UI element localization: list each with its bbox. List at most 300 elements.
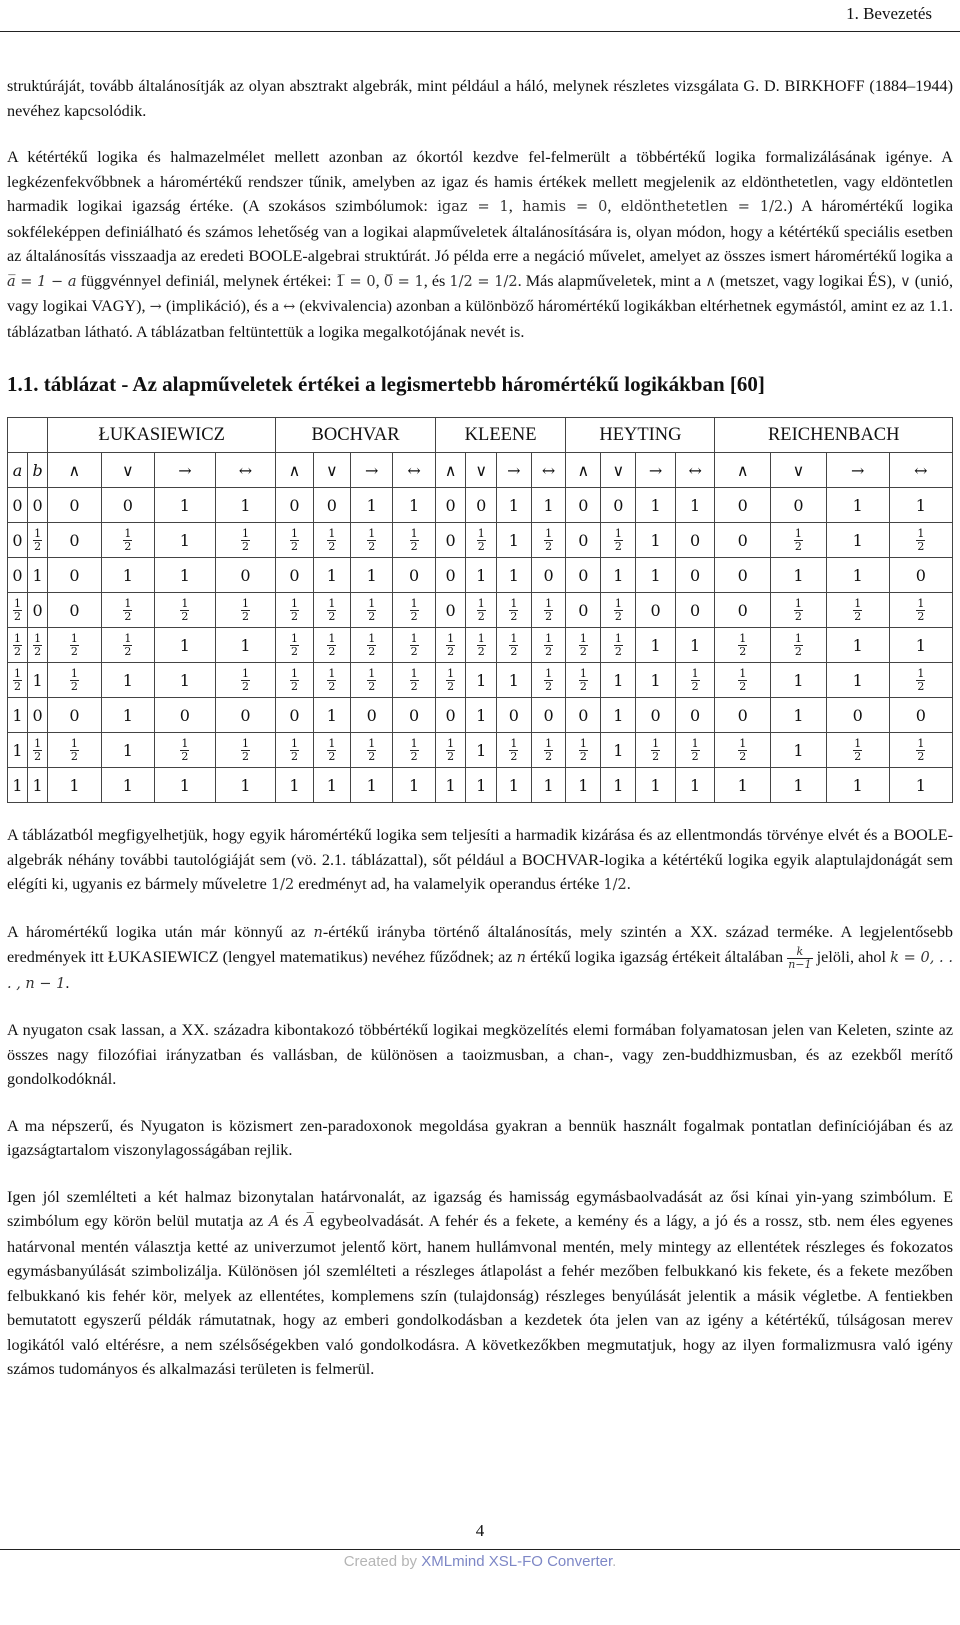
table-cell: 0 [215, 698, 276, 733]
table-cell: 1 [155, 768, 216, 803]
formula-half-1: 1/2 [270, 877, 295, 893]
operator-header-cell: ↔ [889, 453, 952, 488]
table-cell: 0 [771, 488, 827, 523]
table-cell: 1 [826, 768, 889, 803]
table-cell [8, 663, 28, 698]
table-cell [566, 628, 601, 663]
table-cell: 1 [155, 628, 216, 663]
table-cell: 0 [393, 558, 435, 593]
table-cell [531, 663, 566, 698]
operator-header-cell: ↔ [675, 453, 715, 488]
table-cell [351, 663, 393, 698]
table-cell: 1 [101, 698, 154, 733]
table-cell: 1 [771, 733, 827, 768]
half-fraction: $\frac{1}{2}$ [181, 736, 189, 763]
table-cell: 0 [48, 523, 101, 558]
half-fraction: $\frac{1}{2}$ [328, 736, 336, 763]
paragraph-3: A táblázatból megfigyelhetjük, hogy egyik háromértékű logika sem teljesíti a harmadik kizárása és az ellentmondás törvénye elvét és a BOOLE-algebrák néhány további tautológiáját sem (vö. 2.1. táblázattal), sőt például a BOCHVAR-logika a kétértékű logika egyik alaptulajdonágát sem elégíti ki, ugyanis ez bármely műveletre 1/2 eredményt ad, ha valamelyik operandus értéke 1/2. [7, 826, 953, 893]
table-cell [497, 733, 532, 768]
table-cell [771, 593, 827, 628]
half-fraction: $\frac{1}{2}$ [410, 596, 418, 623]
table-cell [276, 733, 313, 768]
half-fraction: $\frac{1}{2}$ [242, 736, 249, 763]
half-fraction: $\frac{1}{2}$ [614, 631, 622, 658]
table-cell [101, 523, 154, 558]
table-cell [466, 628, 497, 663]
formula-not-zero: 0̅ = 1 [383, 273, 424, 290]
converter-link[interactable]: XMLmind XSL-FO Converter [421, 1553, 613, 1570]
table-cell [675, 663, 715, 698]
half-fraction: $\frac{1}{2}$ [34, 631, 42, 658]
half-fraction: $\frac{1}{2}$ [447, 736, 455, 763]
table-cell: 0 [215, 558, 276, 593]
table-cell: 1 [466, 558, 497, 593]
half-fraction: $\frac{1}{2}$ [794, 596, 802, 623]
var-a-header: a [8, 453, 28, 488]
table-cell: 0 [675, 593, 715, 628]
half-fraction: $\frac{1}{2}$ [368, 666, 376, 693]
table-cell: 1 [8, 733, 28, 768]
formula-set-a-complement: A̅ [303, 1214, 315, 1231]
formula-set-a: A [268, 1214, 280, 1231]
half-fraction: $\frac{1}{2}$ [739, 736, 747, 763]
half-fraction: $\frac{1}{2}$ [545, 666, 553, 693]
formula-not-half: 1/2 = 1/2 [449, 273, 518, 290]
half-fraction: $\frac{1}{2}$ [579, 631, 587, 658]
operator-header-cell: ∨ [313, 453, 350, 488]
table-cell [48, 733, 101, 768]
table-cell: 1 [675, 768, 715, 803]
table-cell: 1 [636, 663, 676, 698]
table-cell [276, 523, 313, 558]
half-fraction: $\frac{1}{2}$ [14, 596, 22, 623]
formula-hamis: hamis = 0 [522, 199, 608, 215]
table-cell: 1 [28, 558, 48, 593]
formula-k-over-n-minus-1: $\frac{k}{n-1}$ [788, 944, 812, 971]
half-fraction: $\frac{1}{2}$ [917, 736, 925, 763]
half-fraction: $\frac{1}{2}$ [14, 631, 22, 658]
table-cell: 0 [28, 488, 48, 523]
table-cell: 0 [435, 488, 466, 523]
table-cell [101, 593, 154, 628]
paragraph-7: Igen jól szemlélteti a két halmaz bizonytalan határvonalát, az igazság és hamisság egymásbaolvadását az ősi kínai yin-yang szimbólum. E szimbólum egy körön belül mutatja az A és A̅ egybeolvadását. A fehér és a fekete, a kemény és a lágy, a jó és a rossz, stb. nem éles egyenes határvonal mentén választja ketté az univerzumot jelentő kört, hanem hullámvonal mentén, mely mintegy az ellentétek részleges és fokozatos egymásbanyúlását szimbolizálja. Különösen jól szemlélteti a részleges átlapolást a fehér mezőben felbukkanó kis fekete, és a fekete mezőben felbukkanó kis fehér kör, melyek az ellentétes, komplemens szín (tulajdonság) részleges benyúlását jelentik a másik végletbe. A fentiekben bemutatott egyszerű példák rámutatnak, hogy az emberi gondolkodásban a kezdetek óta jelen van az igény a kétértékű, túlságosan merev logikától való eltérésre, a nem szélsőségekben való gondolkodásra. A következőkben megmutatjuk, hogy az ilyen formalizmusra való igény számos tudományos és alkalmazási területen is felmerül. [7, 1187, 954, 1379]
operator-header-cell: ∧ [566, 453, 601, 488]
table-cell [351, 523, 393, 558]
table-cell: 0 [889, 698, 952, 733]
paragraph-2: A kétértékű logika és halmazelmélet mellett azonban az ókortól kezdve fel-felmerült a többértékű logika formalizálásának igénye. A legkézenfekvőbbnek a háromértékű rendszer tűnik, amelyben az igaz és hamis értékek mellett megjelenik az eldönthetetlen, vagy eldöntetlen harmadik logikai igazság értéke. (A szokásos szimbólumok: igaz = 1, hamis = 0, eldönthetetlen = 1/2.) A háromértékű logika sokféleképpen definiálható és számos lehetőség van a logikai alapműveletek általánosítására is, olyan módon, hogy a kétértékű speciális esetben az általánosítás visszaadja az eredeti BOOLE-algebrai struktúrát. Jó példa erre a negáció művelet, amelyet az összes ismert háromértékű logika a a̅ = 1 − a függvénnyel definiál, melynek értékei: 1̅ = 0, 0̅ = 1, és 1/2 = 1/2. Más alapműveletek, mint a ∧ (metszet, vagy logikai ÉS), ∨ (unió, vagy logikai VAGY), → (implikáció), és a ↔ (ekvivalencia) azonban a különböző háromértékű logikákban eltérhetnek egymástól, amint ez az 1.1. táblázatban látható. A táblázatban feltüntettük a logika megalkotójának nevét is. [7, 148, 954, 341]
table-cell: 0 [889, 558, 952, 593]
table-cell: 1 [466, 698, 497, 733]
table-cell: 1 [351, 768, 393, 803]
implication-symbol: → [149, 299, 162, 315]
table-cell: 1 [601, 663, 636, 698]
half-fraction: $\frac{1}{2}$ [652, 736, 660, 763]
table-cell [393, 593, 435, 628]
table-row [8, 698, 953, 733]
formula-n-1: n [313, 924, 323, 941]
half-fraction: $\frac{1}{2}$ [242, 526, 249, 553]
formula-not-one: 1̅ = 0 [335, 273, 376, 290]
table-cell: 1 [636, 523, 676, 558]
page-number: 4 [475, 1521, 485, 1540]
operator-header-cell: → [826, 453, 889, 488]
paragraph-4: A háromértékű logika után már könnyű az n-értékű irányba történő általánosítás, mely szintén a XX. század terméke. A legjelentősebb eredmények itt ŁUKASIEWICZ (lengyel matematikus) nevéhez fűződnek; az n értékű logika igazság értékeit általában $\frac{k}{n-1}$ jelöli, ahol k = 0, . . . , n − 1. [7, 922, 954, 992]
table-cell [826, 593, 889, 628]
table-cell: 1 [435, 768, 466, 803]
table-cell [889, 593, 952, 628]
table-cell: 0 [101, 488, 154, 523]
half-fraction: $\frac{1}{2}$ [291, 596, 299, 623]
table-cell: 0 [276, 558, 313, 593]
table-cell: 1 [313, 768, 350, 803]
table-cell: 0 [566, 488, 601, 523]
operator-header-cell: → [351, 453, 393, 488]
table-cell: 1 [826, 488, 889, 523]
operator-header-cell: ∨ [601, 453, 636, 488]
table-row [8, 628, 953, 663]
table-cell: 0 [48, 593, 101, 628]
table-cell: 0 [8, 558, 28, 593]
table-cell: 1 [826, 523, 889, 558]
half-fraction: $\frac{1}{2}$ [328, 526, 336, 553]
half-fraction: $\frac{1}{2}$ [794, 526, 802, 553]
half-fraction: $\frac{1}{2}$ [477, 526, 485, 553]
table-cell [435, 733, 466, 768]
half-fraction: $\frac{1}{2}$ [691, 736, 699, 763]
table-cell: 1 [497, 768, 532, 803]
table-cell: 1 [771, 768, 827, 803]
half-fraction: $\frac{1}{2}$ [291, 736, 299, 763]
table-cell: 1 [466, 733, 497, 768]
table-cell: 1 [155, 523, 216, 558]
table-cell: 0 [715, 698, 771, 733]
table-cell [8, 593, 28, 628]
table-cell: 0 [566, 593, 601, 628]
table-cell [215, 523, 276, 558]
table-cell: 1 [497, 523, 532, 558]
half-fraction: $\frac{1}{2}$ [477, 596, 485, 623]
table-cell: 0 [566, 523, 601, 558]
table-cell [497, 593, 532, 628]
table-cell: 1 [28, 768, 48, 803]
table-cell: 1 [101, 768, 154, 803]
operator-header-cell: → [497, 453, 532, 488]
logic-lukasiewicz: ŁUKASIEWICZ [48, 418, 276, 453]
operator-header-cell: ↔ [531, 453, 566, 488]
operator-header-cell: ∨ [101, 453, 154, 488]
half-fraction: $\frac{1}{2}$ [614, 526, 622, 553]
table-cell: 0 [715, 523, 771, 558]
footer-divider [0, 1549, 960, 1550]
paragraph-5: A nyugaton csak lassan, a XX. századra kibontakozó többértékű logikai megközelítés elemi formában folyamatosan jelen van Keleten, szinte az összes nagy filozófiai irányzatban és vallásban, de különösen a taoizmusban, a chan-, vagy zen-buddhizmusban, és az ezekből merítő gondolkodóknál. [7, 1021, 953, 1089]
or-symbol: ∨ [900, 273, 911, 290]
table-cell [155, 593, 216, 628]
table-cell: 0 [466, 488, 497, 523]
table-cell: 0 [601, 488, 636, 523]
var-b-header: b [28, 453, 48, 488]
half-fraction: $\frac{1}{2}$ [917, 596, 925, 623]
table-cell: 1 [889, 488, 952, 523]
half-fraction: $\frac{1}{2}$ [181, 596, 189, 623]
table-cell [48, 628, 101, 663]
table-cell: 0 [566, 698, 601, 733]
half-fraction: $\frac{1}{2}$ [510, 596, 518, 623]
table-cell: 0 [636, 593, 676, 628]
half-fraction: $\frac{1}{2}$ [739, 666, 747, 693]
table-cell [393, 523, 435, 558]
table-cell [601, 523, 636, 558]
half-fraction: $\frac{1}{2}$ [614, 596, 622, 623]
table-cell: 1 [601, 733, 636, 768]
table-row [8, 593, 953, 628]
table-cell [28, 733, 48, 768]
table-cell: 1 [636, 558, 676, 593]
half-fraction: $\frac{1}{2}$ [410, 526, 418, 553]
formula-n-2: n [516, 950, 526, 966]
operator-header-cell: ∧ [435, 453, 466, 488]
chapter-header: 1. Bevezetés [846, 4, 932, 23]
table-cell: 0 [531, 558, 566, 593]
operator-header-cell: ↔ [215, 453, 276, 488]
table-cell: 1 [636, 628, 676, 663]
table-cell: 1 [466, 768, 497, 803]
table-cell [393, 663, 435, 698]
half-fraction: $\frac{1}{2}$ [70, 631, 78, 658]
equivalence-symbol: ↔ [283, 299, 296, 315]
table-cell: 1 [531, 768, 566, 803]
table-cell [313, 663, 350, 698]
converter-credit: Created by XMLmind XSL-FO Converter. [343, 1553, 617, 1570]
table-cell: 0 [351, 698, 393, 733]
half-fraction: $\frac{1}{2}$ [70, 736, 78, 763]
table-cell [313, 733, 350, 768]
table-row [8, 523, 953, 558]
table-cell: 0 [715, 558, 771, 593]
half-fraction: $\frac{1}{2}$ [70, 666, 78, 693]
table-cell: 1 [101, 733, 154, 768]
table-row [8, 488, 953, 523]
table-cell: 0 [675, 558, 715, 593]
half-fraction: $\frac{1}{2}$ [545, 631, 553, 658]
formula-half-2: 1/2 [603, 877, 627, 893]
table-cell [351, 593, 393, 628]
table-cell: 1 [215, 628, 276, 663]
half-fraction: $\frac{1}{2}$ [545, 596, 553, 623]
table-cell [889, 523, 952, 558]
table-cell [531, 628, 566, 663]
operator-header-cell: ∨ [466, 453, 497, 488]
operator-header-row [8, 453, 953, 488]
table-cell [601, 593, 636, 628]
operator-header-cell: → [155, 453, 216, 488]
operator-header-cell: ∨ [771, 453, 827, 488]
table-cell [155, 733, 216, 768]
logic-bochvar: BOCHVAR [276, 418, 436, 453]
half-fraction: $\frac{1}{2}$ [410, 666, 418, 693]
table-cell: 1 [675, 628, 715, 663]
logic-heyting: HEYTING [566, 418, 715, 453]
table-cell [497, 628, 532, 663]
table-cell [101, 628, 154, 663]
operator-header-cell: ∧ [715, 453, 771, 488]
half-fraction: $\frac{1}{2}$ [545, 736, 553, 763]
table-row [8, 663, 953, 698]
half-fraction: $\frac{1}{2}$ [242, 666, 249, 693]
table-cell [28, 628, 48, 663]
table-cell: 0 [675, 523, 715, 558]
half-fraction: $\frac{1}{2}$ [447, 631, 455, 658]
table-cell: 1 [393, 768, 435, 803]
table-cell [393, 628, 435, 663]
table-cell: 1 [155, 663, 216, 698]
half-fraction: $\frac{1}{2}$ [410, 736, 418, 763]
table-cell: 1 [826, 663, 889, 698]
table-cell [215, 663, 276, 698]
table-cell: 1 [101, 663, 154, 698]
table-cell: 1 [715, 768, 771, 803]
table-cell [466, 523, 497, 558]
table-cell [466, 593, 497, 628]
operator-header-cell: → [636, 453, 676, 488]
half-fraction: $\frac{1}{2}$ [410, 631, 418, 658]
table-cell [566, 663, 601, 698]
table-cell: 1 [771, 663, 827, 698]
table-cell: 0 [636, 698, 676, 733]
logic-kleene: KLEENE [435, 418, 566, 453]
table-cell: 1 [497, 663, 532, 698]
table-cell [351, 628, 393, 663]
half-fraction: $\frac{1}{2}$ [291, 631, 299, 658]
table-cell [276, 593, 313, 628]
table-cell: 0 [48, 488, 101, 523]
operator-header-cell: ↔ [393, 453, 435, 488]
half-fraction: $\frac{1}{2}$ [328, 596, 336, 623]
table-cell: 1 [826, 628, 889, 663]
half-fraction: $\frac{1}{2}$ [510, 736, 518, 763]
paragraph-1: struktúráját, tovább általánosítják az olyan absztrakt algebrák, mint például a háló, melynek részletes vizsgálata G. D. BIRKHOFF (1884–1944) nevéhez kapcsolódik. [7, 77, 953, 120]
header-divider [0, 31, 960, 32]
table-cell: 0 [435, 558, 466, 593]
table-cell: 1 [497, 558, 532, 593]
table-cell [566, 733, 601, 768]
table-cell: 1 [889, 768, 952, 803]
table-cell: 0 [715, 593, 771, 628]
table-cell [28, 523, 48, 558]
half-fraction: $\frac{1}{2}$ [328, 666, 336, 693]
table-cell: 1 [497, 488, 532, 523]
table-cell: 1 [466, 663, 497, 698]
table-cell [48, 663, 101, 698]
paragraph-6: A ma népszerű, és Nyugaton is közismert zen-paradoxonok megoldása gyakran a bennük használt fogalmak pontatlan definíciójában és az igazságtartalom viszonylagosságában rejlik. [7, 1116, 953, 1160]
table-cell [715, 733, 771, 768]
table-cell: 1 [889, 628, 952, 663]
half-fraction: $\frac{1}{2}$ [124, 631, 132, 658]
table-cell [313, 593, 350, 628]
table-cell [889, 733, 952, 768]
half-fraction: $\frac{1}{2}$ [917, 526, 925, 553]
table-cell: 1 [826, 558, 889, 593]
table-cell [636, 733, 676, 768]
half-fraction: $\frac{1}{2}$ [579, 666, 587, 693]
half-fraction: $\frac{1}{2}$ [794, 631, 802, 658]
table-cell [351, 733, 393, 768]
table-caption: 1.1. táblázat - Az alapműveletek értékei a legismertebb háromértékű logikákban [60] [7, 372, 765, 396]
table-cell [313, 523, 350, 558]
corner-cell [8, 418, 48, 453]
table-cell: 0 [531, 698, 566, 733]
and-symbol: ∧ [705, 273, 716, 290]
table-cell [715, 663, 771, 698]
table-cell: 1 [313, 698, 350, 733]
half-fraction: $\frac{1}{2}$ [124, 526, 132, 553]
formula-negation: a̅ = 1 − a [7, 273, 77, 290]
formula-k-range: k = 0, . . . , n − 1 [7, 950, 953, 992]
half-fraction: $\frac{1}{2}$ [291, 526, 299, 553]
half-fraction: $\frac{1}{2}$ [328, 631, 336, 658]
half-fraction: $\frac{1}{2}$ [34, 526, 42, 553]
truth-value-table [7, 417, 953, 803]
table-cell: 1 [771, 698, 827, 733]
table-cell: 1 [276, 768, 313, 803]
table-cell: 1 [48, 768, 101, 803]
table-cell: 0 [28, 593, 48, 628]
table-cell: 0 [393, 698, 435, 733]
table-cell [393, 733, 435, 768]
table-cell: 1 [675, 488, 715, 523]
table-cell: 0 [826, 698, 889, 733]
table-cell: 1 [8, 698, 28, 733]
half-fraction: $\frac{1}{2}$ [124, 596, 132, 623]
table-cell: 0 [435, 523, 466, 558]
table-cell [771, 628, 827, 663]
table-cell: 1 [215, 768, 276, 803]
table-cell: 0 [28, 698, 48, 733]
table-cell [826, 733, 889, 768]
logic-header-row [8, 418, 953, 453]
table-cell: 0 [276, 698, 313, 733]
table-cell: 0 [435, 698, 466, 733]
table-cell [675, 733, 715, 768]
half-fraction: $\frac{1}{2}$ [242, 596, 249, 623]
table-cell [313, 628, 350, 663]
half-fraction: $\frac{1}{2}$ [579, 736, 587, 763]
table-cell [276, 628, 313, 663]
table-cell [215, 593, 276, 628]
table-cell: 0 [566, 558, 601, 593]
table-cell: 0 [276, 488, 313, 523]
table-cell: 0 [675, 698, 715, 733]
table-cell: 1 [215, 488, 276, 523]
half-fraction: $\frac{1}{2}$ [447, 666, 455, 693]
table-cell: 1 [771, 558, 827, 593]
half-fraction: $\frac{1}{2}$ [917, 666, 925, 693]
logic-reichenbach: REICHENBACH [715, 418, 953, 453]
table-cell: 1 [28, 663, 48, 698]
table-cell [276, 663, 313, 698]
half-fraction: $\frac{1}{2}$ [14, 666, 22, 693]
table-cell [8, 628, 28, 663]
table-cell [771, 523, 827, 558]
table-cell: 1 [601, 698, 636, 733]
half-fraction: $\frac{1}{2}$ [510, 631, 518, 658]
table-cell: 1 [351, 488, 393, 523]
table-cell: 0 [435, 593, 466, 628]
formula-eldonthetetlen: eldönthetetlen = 1/2 [620, 199, 784, 215]
half-fraction: $\frac{1}{2}$ [691, 666, 699, 693]
table-cell [601, 628, 636, 663]
operator-header-cell: ∧ [276, 453, 313, 488]
table-cell: 1 [8, 768, 28, 803]
